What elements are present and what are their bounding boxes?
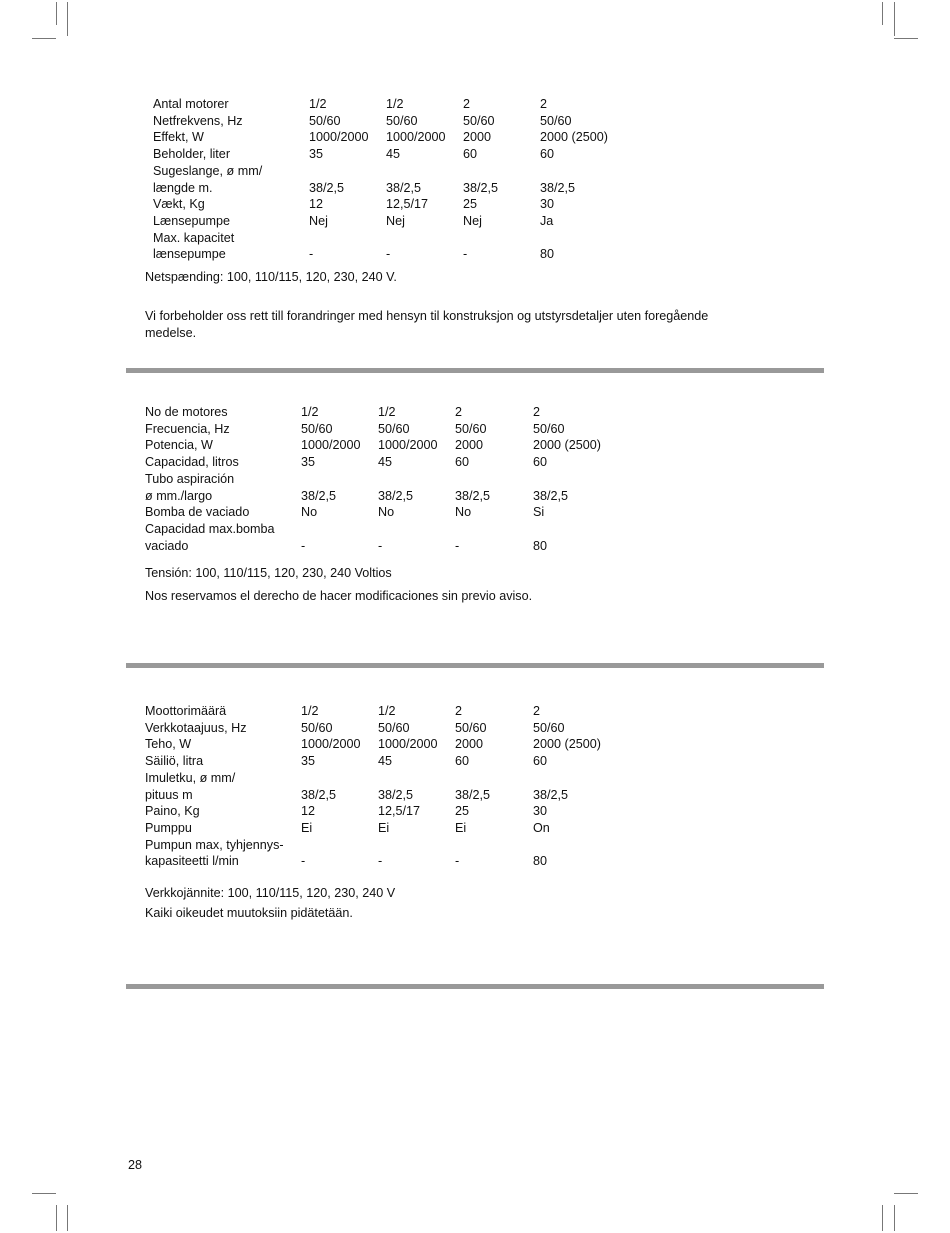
spec-value: 50/60 [386, 113, 418, 128]
disclaimer-note: Kaiki oikeudet muutoksiin pidätetään. [145, 906, 353, 920]
spec-label: Vækt, Kg [153, 197, 205, 212]
spec-value: Nej [386, 213, 405, 228]
crop-mark [894, 38, 918, 39]
spec-value: 2000 [455, 438, 484, 453]
spec-label: Moottorimäärä [145, 704, 227, 718]
spec-value: 50/60 [533, 421, 565, 436]
spec-label: Säiliö, litra [145, 754, 204, 769]
spec-value: 1/2 [378, 704, 396, 718]
spec-value: 38/2,5 [378, 787, 414, 802]
spec-value: - [301, 854, 306, 869]
spec-label: Capacidad max.bomba [145, 521, 275, 536]
spec-label: Capacidad, litros [145, 455, 239, 470]
spec-value: 50/60 [378, 720, 410, 735]
spec-value: Ja [540, 213, 554, 228]
spec-value: 50/60 [455, 421, 487, 436]
crop-mark [894, 2, 895, 36]
spec-value: No [455, 505, 472, 520]
spec-value: 50/60 [301, 421, 333, 436]
spec-label: Potencia, W [145, 438, 213, 453]
spec-value: Ei [378, 820, 390, 835]
spec-value: 30 [540, 197, 555, 212]
spec-label: Antal motorer [153, 97, 229, 111]
spec-value: 12 [301, 804, 316, 819]
spec-label: No de motores [145, 405, 228, 419]
spec-value: 38/2,5 [301, 787, 337, 802]
spec-value: 2 [455, 704, 463, 718]
crop-mark [56, 2, 57, 25]
spec-label: Effekt, W [153, 130, 204, 145]
spec-value: 12,5/17 [378, 804, 421, 819]
section-divider [126, 984, 824, 989]
spec-label: Lænsepumpe [153, 213, 231, 228]
spec-value: 1/2 [386, 97, 404, 111]
spec-value: 45 [386, 147, 401, 162]
spec-value: 2 [540, 97, 548, 111]
spec-value: 38/2,5 [301, 488, 337, 503]
spec-value: 2 [533, 704, 541, 718]
spec-label: Paino, Kg [145, 804, 200, 819]
spec-value: 35 [301, 754, 316, 769]
spec-label: pituus m [145, 787, 193, 802]
spec-label: længde m. [153, 180, 213, 195]
spec-value: 38/2,5 [386, 180, 422, 195]
spec-value: - [378, 538, 383, 553]
spec-label: Teho, W [145, 737, 192, 752]
spec-value: 50/60 [301, 720, 333, 735]
disclaimer-note: Vi forbeholder oss rett till forandringer med hensyn til konstruksjon og utstyrsdetaljer uten foregående [145, 309, 709, 323]
spec-value: 80 [533, 538, 548, 553]
spec-value: 30 [533, 804, 548, 819]
spec-value: - [455, 538, 460, 553]
crop-mark [32, 38, 56, 39]
spec-value: 35 [301, 455, 316, 470]
spec-value: 45 [378, 754, 393, 769]
spec-value: - [463, 247, 468, 262]
spec-value: 2000 (2500) [533, 438, 601, 453]
voltage-note: Netspænding: 100, 110/115, 120, 230, 240 V. [145, 270, 397, 284]
spec-value: Nej [309, 213, 328, 228]
spec-value: 38/2,5 [540, 180, 576, 195]
spec-value: 80 [533, 854, 548, 869]
crop-mark [882, 1205, 883, 1231]
spec-label: Tubo aspiración [145, 471, 235, 486]
crop-mark [32, 1193, 56, 1194]
spec-value: 1/2 [301, 704, 319, 718]
crop-mark [882, 2, 883, 25]
spec-value: 2 [463, 97, 471, 111]
spec-label: Sugeslange, ø mm/ [153, 163, 263, 178]
spec-label: Imuletku, ø mm/ [145, 770, 236, 785]
spec-value: 60 [463, 147, 478, 162]
spec-value: 50/60 [455, 720, 487, 735]
spec-value: 12,5/17 [386, 197, 429, 212]
spec-label: Verkkotaajuus, Hz [145, 720, 247, 735]
voltage-note: Verkkojännite: 100, 110/115, 120, 230, 240 V [145, 886, 396, 900]
spec-value: 2000 [455, 737, 484, 752]
spec-label: kapasiteetti l/min [145, 854, 239, 869]
spec-value: 1000/2000 [386, 130, 446, 145]
spec-value: 38/2,5 [455, 488, 491, 503]
spec-value: 45 [378, 455, 393, 470]
voltage-note: Tensión: 100, 110/115, 120, 230, 240 Voltios [145, 566, 392, 580]
spec-value: Si [533, 505, 545, 520]
spec-value: 2 [533, 405, 541, 419]
spec-value: 25 [463, 197, 478, 212]
spec-value: 60 [533, 455, 548, 470]
spec-value: 2 [455, 405, 463, 419]
disclaimer-note: Nos reservamos el derecho de hacer modificaciones sin previo aviso. [145, 589, 533, 603]
spec-value: 60 [455, 754, 470, 769]
spec-value: 38/2,5 [533, 488, 569, 503]
spec-value: - [378, 854, 383, 869]
spec-value: 50/60 [463, 113, 495, 128]
section-divider [126, 663, 824, 668]
spec-label: lænsepumpe [153, 247, 226, 262]
spec-value: 50/60 [540, 113, 572, 128]
spec-value: 60 [540, 147, 555, 162]
spec-value: 38/2,5 [463, 180, 499, 195]
spec-value: 2000 [463, 130, 492, 145]
page-number: 28 [128, 1158, 143, 1172]
crop-mark [894, 1205, 895, 1231]
spec-label: Max. kapacitet [153, 230, 235, 245]
spec-value: 1000/2000 [309, 130, 369, 145]
crop-mark [56, 1205, 57, 1231]
spec-value: 1/2 [309, 97, 327, 111]
spec-value: Ei [301, 820, 313, 835]
spec-label: Frecuencia, Hz [145, 421, 230, 436]
spec-value: 1/2 [378, 405, 396, 419]
spec-label: Pumppu [145, 820, 192, 835]
spec-value: 35 [309, 147, 324, 162]
spec-value: 1/2 [301, 405, 319, 419]
crop-mark [894, 1193, 918, 1194]
spec-value: No [301, 505, 318, 520]
spec-value: No [378, 505, 395, 520]
spec-label: Netfrekvens, Hz [153, 113, 243, 128]
spec-value: - [455, 854, 460, 869]
spec-label: Pumpun max, tyhjennys- [145, 837, 284, 852]
spec-label: vaciado [145, 538, 189, 553]
spec-value: - [386, 247, 391, 262]
spec-value: 38/2,5 [455, 787, 491, 802]
spec-value: 80 [540, 247, 555, 262]
spec-value: 12 [309, 197, 324, 212]
spec-label: Beholder, liter [153, 147, 231, 162]
spec-value: On [533, 820, 550, 835]
spec-value: 1000/2000 [378, 737, 438, 752]
spec-value: 38/2,5 [378, 488, 414, 503]
spec-label: Bomba de vaciado [145, 505, 250, 520]
section-divider [126, 368, 824, 373]
spec-value: Ei [455, 820, 467, 835]
spec-value: 60 [455, 455, 470, 470]
spec-value: 1000/2000 [378, 438, 438, 453]
spec-value: 2000 (2500) [533, 737, 601, 752]
spec-value: - [309, 247, 314, 262]
crop-mark [67, 1205, 68, 1231]
spec-value: 1000/2000 [301, 737, 361, 752]
spec-value: 50/60 [533, 720, 565, 735]
spec-value: 50/60 [309, 113, 341, 128]
spec-label: ø mm./largo [145, 488, 213, 503]
disclaimer-note-continued: medelse. [145, 326, 197, 340]
spec-value: 50/60 [378, 421, 410, 436]
spec-value: 60 [533, 754, 548, 769]
crop-mark [67, 2, 68, 36]
spec-value: 38/2,5 [309, 180, 345, 195]
spec-value: Nej [463, 213, 482, 228]
spec-value: 1000/2000 [301, 438, 361, 453]
spec-value: - [301, 538, 306, 553]
spec-value: 38/2,5 [533, 787, 569, 802]
spec-value: 25 [455, 804, 470, 819]
spec-value: 2000 (2500) [540, 130, 608, 145]
